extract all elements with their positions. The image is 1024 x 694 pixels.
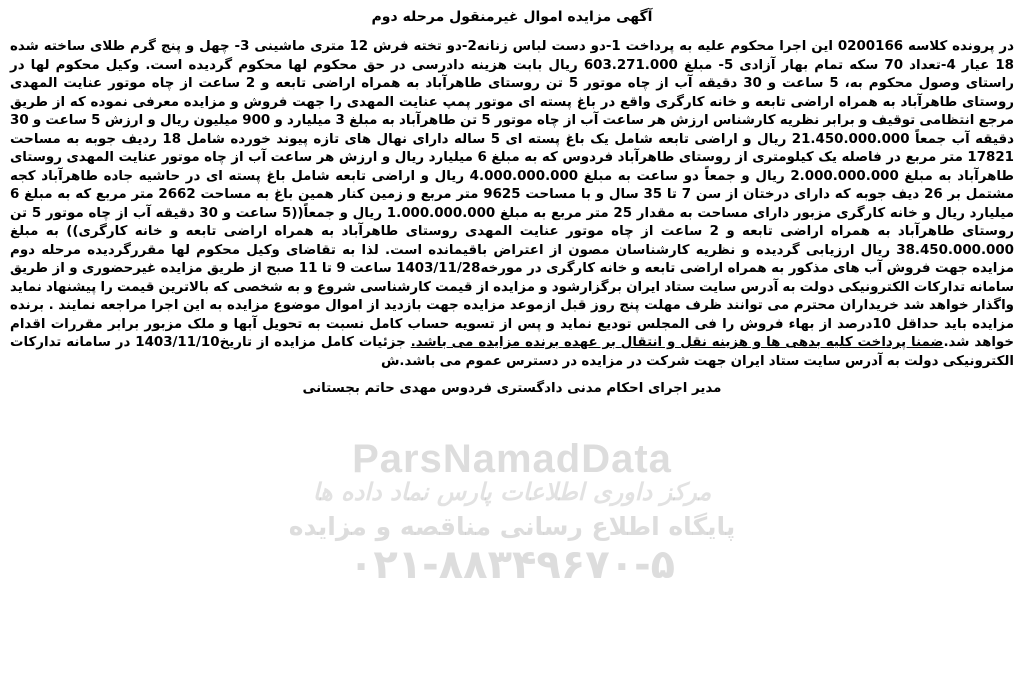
auction-notice (10, 6, 1014, 399)
watermark-phone: ۰۲۱-۸۸۳۴۹۶۷۰-۵ (348, 542, 676, 588)
notice-underlined-text: ضمنا پرداخت کلیه بدهی ها و هزینه نقل و انتقال بر عهده برنده مزایده می باشد. (410, 335, 944, 350)
notice-title: آگهی مزایده اموال غیرمنقول مرحله دوم (371, 9, 653, 25)
notice-body-end-text: جزئیات کامل مزایده از تاریخ1403/11/10 در سامانه تدارکات الکترونیکی دولت به آدرس سایت ستاد ایران جهت شرکت در مزایده در دسترس عموم می باشد.ش (10, 335, 1014, 369)
notice-body-text: در پرونده کلاسه 0200166 این اجرا محکوم علیه به پرداخت 1-دو دست لباس زنانه2-دو تخته فرش 12 متری ماشینی 3- چهل و پنج گرم طلای ساخته شده 18 عیار 4-تعداد 70 سکه تمام بهار آزادی 5- مبلغ 603.271.000 ریال بابت هزینه دادرسی در حق محکوم لها محکوم گردیده است. وکیل محکوم لها در راستای وصول محکوم به، 5 ساعت و 30 دقیقه آب از چاه موتور 5 تن روستای طاهرآباد به همراه اراضی تابعه و 2 ساعت از چاه موتور عنایت المهدی روستای طاهرآباد به همراه اراضی تابعه و خانه کارگری واقع در باغ پسته ای موتور پمپ عنایت المهدی را جهت فروش و مزایده معرفی نموده که از طریق مرجع انتظامی توقیف و برابر نظریه کارشناس ارزش هر ساعت آب از چاه موتور 5 تن طاهرآباد به مبلغ 3 میلیارد و 900 میلیون ریال و ارزش 5 ساعت و 30 دقیقه آب جمعاً 21.450.000.000 ریال و اراضی تابعه شامل یک باغ پسته ای 5 ساله دارای نهال های تازه پیوند خورده شامل 18 ردیف جوبه به مساحت 17821 متر مربع در فاصله یک کیلومتری از روستای طاهرآباد فردوس که به مبلغ 6 میلیارد ریال و ارزش هر ساعت آب از چاه موتور عنایت المهدی روستای طاهرآباد به مبلغ 2.000.000.000 ریال و جمعاً دو ساعت به مبلغ 4.000.000.000 ریال و اراضی تابعه شامل باغ پسته ای در حاشیه جاده طاهرآباد کجه مشتمل بر 26 دیف جوبه که دارای درختان از سن 7 تا 35 سال و با مساحت 9625 متر مربع و زمین کنار همین باغ به مساحت 2662 متر مربع که به مبلغ 6 میلیارد ریال و خانه کارگری مزبور دارای مساحت به مقدار 25 متر مربع به مبلغ 1.000.000.000 ریال و جمعاً((5 ساعت و 30 دقیقه آب از چاه موتور 5 تن روستای طاهرآباد به همراه اراضی تابعه و 2 ساعت از چاه موتور عنایت المهدی روستای طاهرآباد به همراه اراضی تابعه و خانه کارگری)) به مبلغ 38.450.000.000 ریال ارزیابی گردیده و نظریه کارشناسان مصون از اعتراض باقیمانده است. لذا به تقاضای وکیل محکوم لها مقررگردیده مرحله دوم مزایده جهت فروش آب های مذکور به همراه اراضی تابعه و خانه کارگری در مورخه1403/11/28 ساعت 9 تا 11 صبح از طریق مزایده غیرحضوری و از طریق سامانه تدارکات الکترونیکی دولت به آدرس سایت ستاد ایران برگزارشود و مزایده از قیمت کارشناسی شروع و به شخصی که بالاترین قیمت را پیشنهاد نماید واگذار خواهد شد خریداران محترم می توانند ظرف مهلت پنج روز قبل ازموعد مزایده جهت بازدید از اموال موضوع مزایده به این اجرا مراجعه نمایند . برنده مزایده باید حداقل 10درصد از بهاء فروش را فی المجلس تودیع نماید و پس از تسویه حساب کامل نسبت به تحویل آبها و ملک مزبور برابر مقررات اقدام خواهد شد. (10, 39, 1015, 350)
notice-signature: مدیر اجرای احکام مدنی دادگستری فردوس مهدی حاتم بجستانی (302, 381, 722, 396)
watermark-line-1: مرکز داوری اطلاعات پارس نماد داده ها (312, 478, 712, 506)
watermark-brand: ParsNamadData (352, 437, 672, 481)
notice-body (10, 38, 1014, 371)
watermark-line-2: پایگاه اطلاع رسانی مناقصه و مزایده (288, 512, 736, 541)
